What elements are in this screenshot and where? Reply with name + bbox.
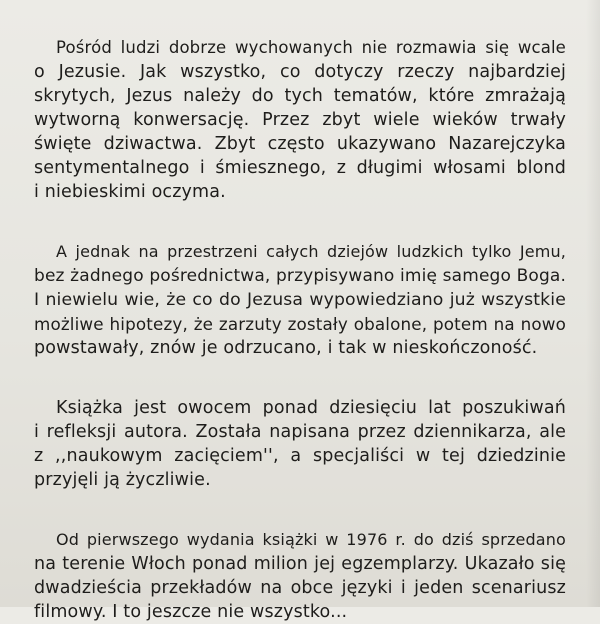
text-line: powstawały, znów je odrzucano, i tak w nieskończoność. <box>34 338 538 358</box>
text-line: wytworną konwersację. Przez zbyt wiele wieków trwały <box>34 110 566 130</box>
page-edge-shadow <box>586 0 600 607</box>
text-line: możliwe hipotezy, że zarzuty zostały obalone, potem na nowo <box>34 314 566 334</box>
text-line: na terenie Włoch ponad milion jej egzemplarzy. Ukazało się <box>34 554 566 574</box>
text-line: sentymentalnego i śmiesznego, z długimi włosami blond <box>34 158 566 178</box>
paragraph-4 <box>34 528 566 624</box>
paragraph-2 <box>34 240 566 360</box>
text-line: z ,,naukowym zacięciem'', a specjaliści w tej dziedzinie <box>34 446 566 466</box>
text-line: o Jezusie. Jak wszystko, co dotyczy rzeczy najbardziej <box>34 62 566 82</box>
text-line: Od pierwszego wydania książki w 1976 r. do dziś sprzedano <box>56 530 566 549</box>
paragraph-1 <box>34 36 566 204</box>
text-line: dwadzieścia przekładów na obce języki i jeden scenariusz <box>34 578 566 598</box>
text-line: święte dziwactwa. Zbyt często ukazywano Nazarejczyka <box>34 134 566 154</box>
text-line: i refleksji autora. Została napisana przez dziennikarza, ale <box>34 422 566 442</box>
text-line: bez żadnego pośrednictwa, przypisywano imię samego Boga. <box>34 266 567 286</box>
text-line: Pośród ludzi dobrze wychowanych nie rozmawia się wcale <box>56 38 566 57</box>
text-line: i niebieskimi oczyma. <box>34 182 226 202</box>
text-line: Książka jest owocem ponad dziesięciu lat poszukiwań <box>56 398 566 418</box>
text-line: I niewielu wie, że co do Jezusa wypowiedziano już wszystkie <box>34 290 566 310</box>
paragraph-3 <box>34 396 566 492</box>
text-line: A jednak na przestrzeni całych dziejów ludzkich tylko Jemu, <box>56 242 566 261</box>
text-line: filmowy. I to jeszcze nie wszystko... <box>34 602 348 622</box>
text-line: skrytych, Jezus należy do tych tematów, które zmrażają <box>34 86 566 106</box>
text-line: przyjęli ją życzliwie. <box>34 470 211 490</box>
